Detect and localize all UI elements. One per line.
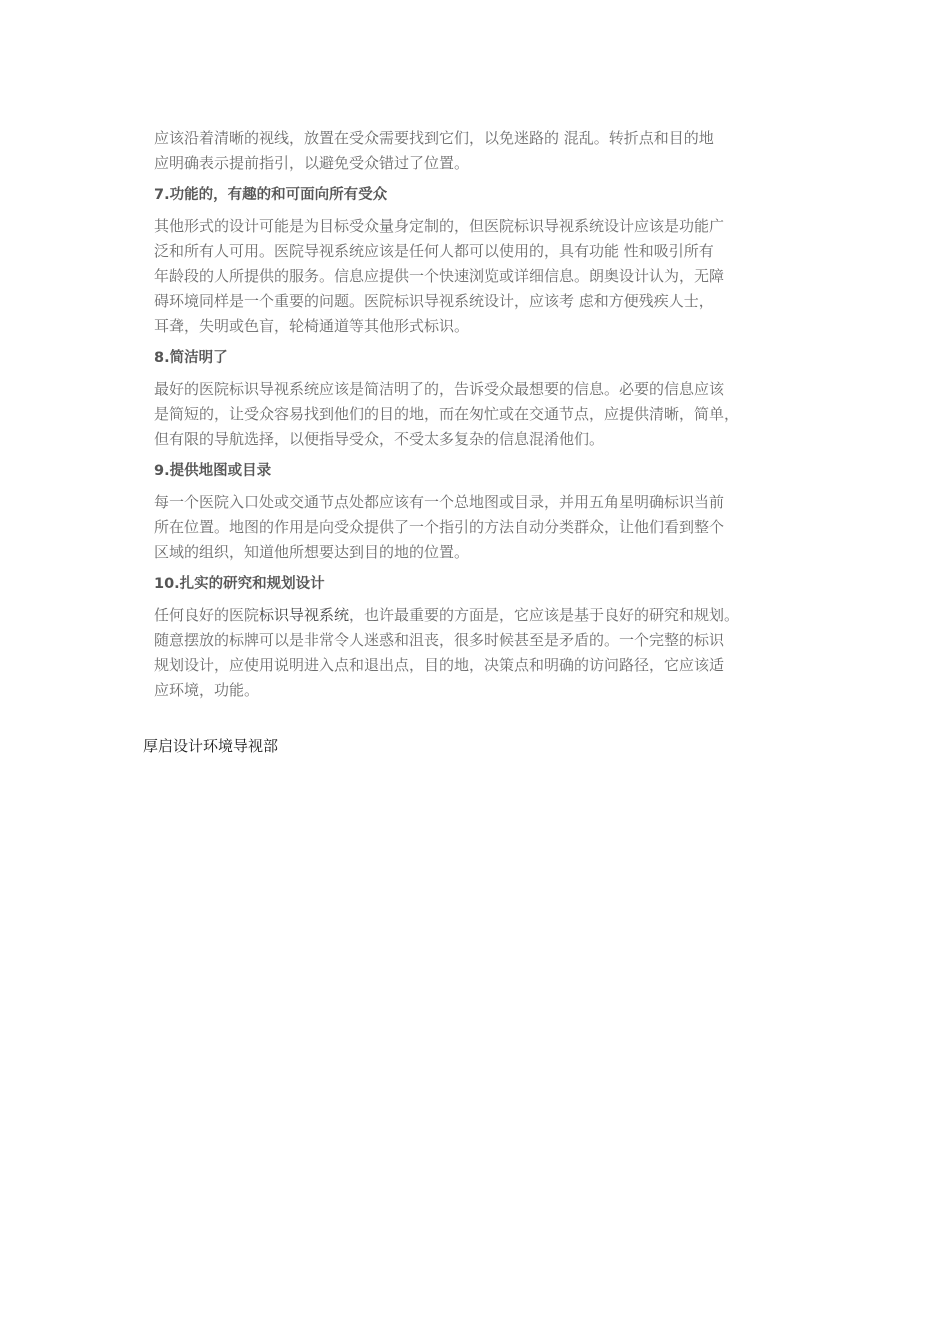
- text-line: 应明确表示提前指引，以避免受众错过了位置。: [154, 154, 470, 172]
- text-line: 最好的医院标识导视系统应该是简洁明了的，告诉受众最想要的信息。必要的信息应该: [154, 380, 725, 398]
- text-line: 碍环境同样是一个重要的问题。医院标识导视系统设计，应该考 虑和方便残疾人士，: [154, 292, 714, 310]
- text-run: 任何良好的医院: [154, 606, 260, 624]
- text-line: 随意摆放的标牌可以是非常令人迷惑和沮丧，很多时候甚至是矛盾的。一个完整的标识: [154, 631, 725, 649]
- keyword-link[interactable]: 标识导视系统: [259, 606, 350, 624]
- section-10-paragraph: [154, 603, 814, 703]
- text-line: 年龄段的人所提供的服务。信息应提供一个快速浏览或详细信息。朗奥设计认为，无障: [154, 267, 725, 285]
- text-line: 耳聋，失明或色盲，轮椅通道等其他形式标识。: [154, 317, 470, 335]
- text-line: 应该沿着清晰的视线，放置在受众需要找到它们，以免迷路的 混乱。转折点和目的地: [154, 129, 714, 147]
- document-body: [154, 126, 814, 703]
- text-line: 泛和所有人可用。医院导视系统应该是任何人都可以使用的，具有功能 性和吸引所有: [154, 242, 714, 260]
- text-line: 但有限的导航选择，以便指导受众，不受太多复杂的信息混淆他们。: [154, 430, 605, 448]
- footer-signature: 厚启设计环境导视部: [143, 737, 279, 755]
- section-10-heading: 10.扎实的研究和规划设计: [154, 576, 325, 592]
- section-9-heading: 9.提供地图或目录: [154, 463, 272, 479]
- section-7-heading: 7.功能的，有趣的和可面向所有受众: [154, 187, 388, 203]
- text-line: 其他形式的设计可能是为目标受众量身定制的，但医院标识导视系统设计应该是功能广: [154, 217, 725, 235]
- text-line: 每一个医院入口处或交通节点处都应该有一个总地图或目录，并用五角星明确标识当前: [154, 493, 725, 511]
- section-9-paragraph: [154, 490, 814, 565]
- text-line: 所在位置。地图的作用是向受众提供了一个指引的方法自动分类群众，让他们看到整个: [154, 518, 725, 536]
- text-line: 规划设计，应使用说明进入点和退出点，目的地，决策点和明确的访问路径，它应该适: [154, 656, 725, 674]
- section-8-paragraph: [154, 377, 814, 452]
- text-line: 区域的组织，知道他所想要达到目的地的位置。: [154, 543, 470, 561]
- text-run: ，也许最重要的方面是，它应该是基于良好的研究和规划。: [349, 606, 740, 624]
- text-line: 是简短的，让受众容易找到他们的目的地，而在匆忙或在交通节点，应提供清晰，简单，: [154, 405, 740, 423]
- section-8-heading: 8.简洁明了: [154, 350, 228, 366]
- text-line: 应环境，功能。: [154, 681, 260, 699]
- text-line: [154, 603, 814, 628]
- section-7-paragraph: [154, 214, 814, 339]
- intro-paragraph: [154, 126, 814, 176]
